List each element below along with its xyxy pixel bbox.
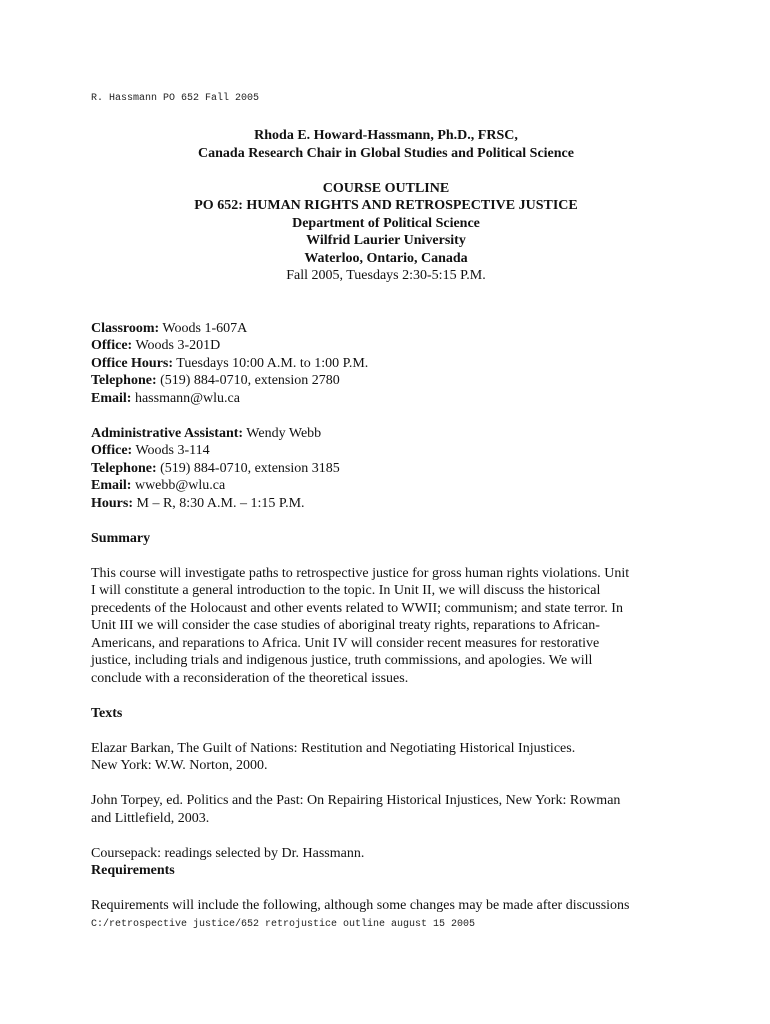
requirements-line: Requirements will include the following, although some changes may be made after discussions — [91, 898, 630, 913]
summary-line: Unit III we will consider the case studies of aboriginal treaty rights, reparations to African- — [91, 618, 600, 633]
title-author: Rhoda E. Howard-Hassmann, Ph.D., FRSC, — [254, 128, 518, 143]
running-footer: C:/retrospective justice/652 retrojustice outline august 15 2005 — [91, 919, 476, 930]
summary-line: Americans, and reparations to Africa. Unit IV will consider recent measures for restorative — [91, 635, 600, 651]
texts-heading: Texts — [91, 705, 123, 721]
instructor-classroom: Classroom: Woods 1-607A — [91, 320, 248, 336]
title-schedule: Fall 2005, Tuesdays 2:30-5:15 P.M. — [286, 268, 486, 283]
summary-paragraph — [91, 565, 681, 688]
summary-line: I will constitute a general introduction to the topic. In Unit II, we will discuss the historical — [91, 583, 601, 598]
instructor-office-hours: Office Hours: Tuesdays 10:00 A.M. to 1:00 P.M. — [91, 355, 369, 371]
running-header: R. Hassmann PO 652 Fall 2005 — [91, 93, 260, 104]
requirements-heading: Requirements — [91, 863, 175, 878]
title-location: Waterloo, Ontario, Canada — [304, 250, 468, 266]
summary-line: This course will investigate paths to retrospective justice for gross human rights violations. Unit — [91, 565, 630, 581]
title-course-name: PO 652: HUMAN RIGHTS AND RETROSPECTIVE JUSTICE — [194, 198, 578, 213]
instructor-email: Email: hassmann@wlu.ca — [91, 390, 240, 406]
assistant-office: Office: Woods 3-114 — [91, 443, 210, 458]
summary-line: conclude with a reconsideration of the theoretical issues. — [91, 670, 409, 686]
instructor-telephone: Telephone: (519) 884-0710, extension 2780 — [91, 373, 340, 388]
assistant-name: Administrative Assistant: Wendy Webb — [91, 425, 322, 441]
assistant-hours: Hours: M – R, 8:30 A.M. – 1:15 P.M. — [91, 495, 305, 511]
title-university: Wilfrid Laurier University — [306, 233, 466, 248]
summary-line: precedents of the Holocaust and other events related to WWII; communism; and state terror. In — [91, 600, 623, 616]
title-department: Department of Political Science — [292, 215, 480, 231]
instructor-office: Office: Woods 3-201D — [91, 338, 221, 353]
title-course-outline: COURSE OUTLINE — [322, 180, 450, 196]
text-item-torpey: John Torpey, ed. Politics and the Past: On Repairing Historical Injustices, New York: Rowman and Littlefield, 2003. — [91, 793, 621, 826]
text-item-barkan: Elazar Barkan, The Guilt of Nations: Restitution and Negotiating Historical Injustices. New York: W.W. Norton, 2000. — [91, 740, 576, 773]
summary-line: justice, including trials and indigenous justice, truth commissions, and apologies. We will — [91, 653, 593, 668]
title-chair: Canada Research Chair in Global Studies and Political Science — [198, 145, 574, 161]
text-item-coursepack: Coursepack: readings selected by Dr. Hassmann. — [91, 845, 365, 861]
summary-heading: Summary — [91, 530, 151, 546]
document-body — [91, 127, 681, 915]
assistant-telephone: Telephone: (519) 884-0710, extension 3185 — [91, 460, 340, 476]
assistant-email: Email: wwebb@wlu.ca — [91, 478, 226, 493]
